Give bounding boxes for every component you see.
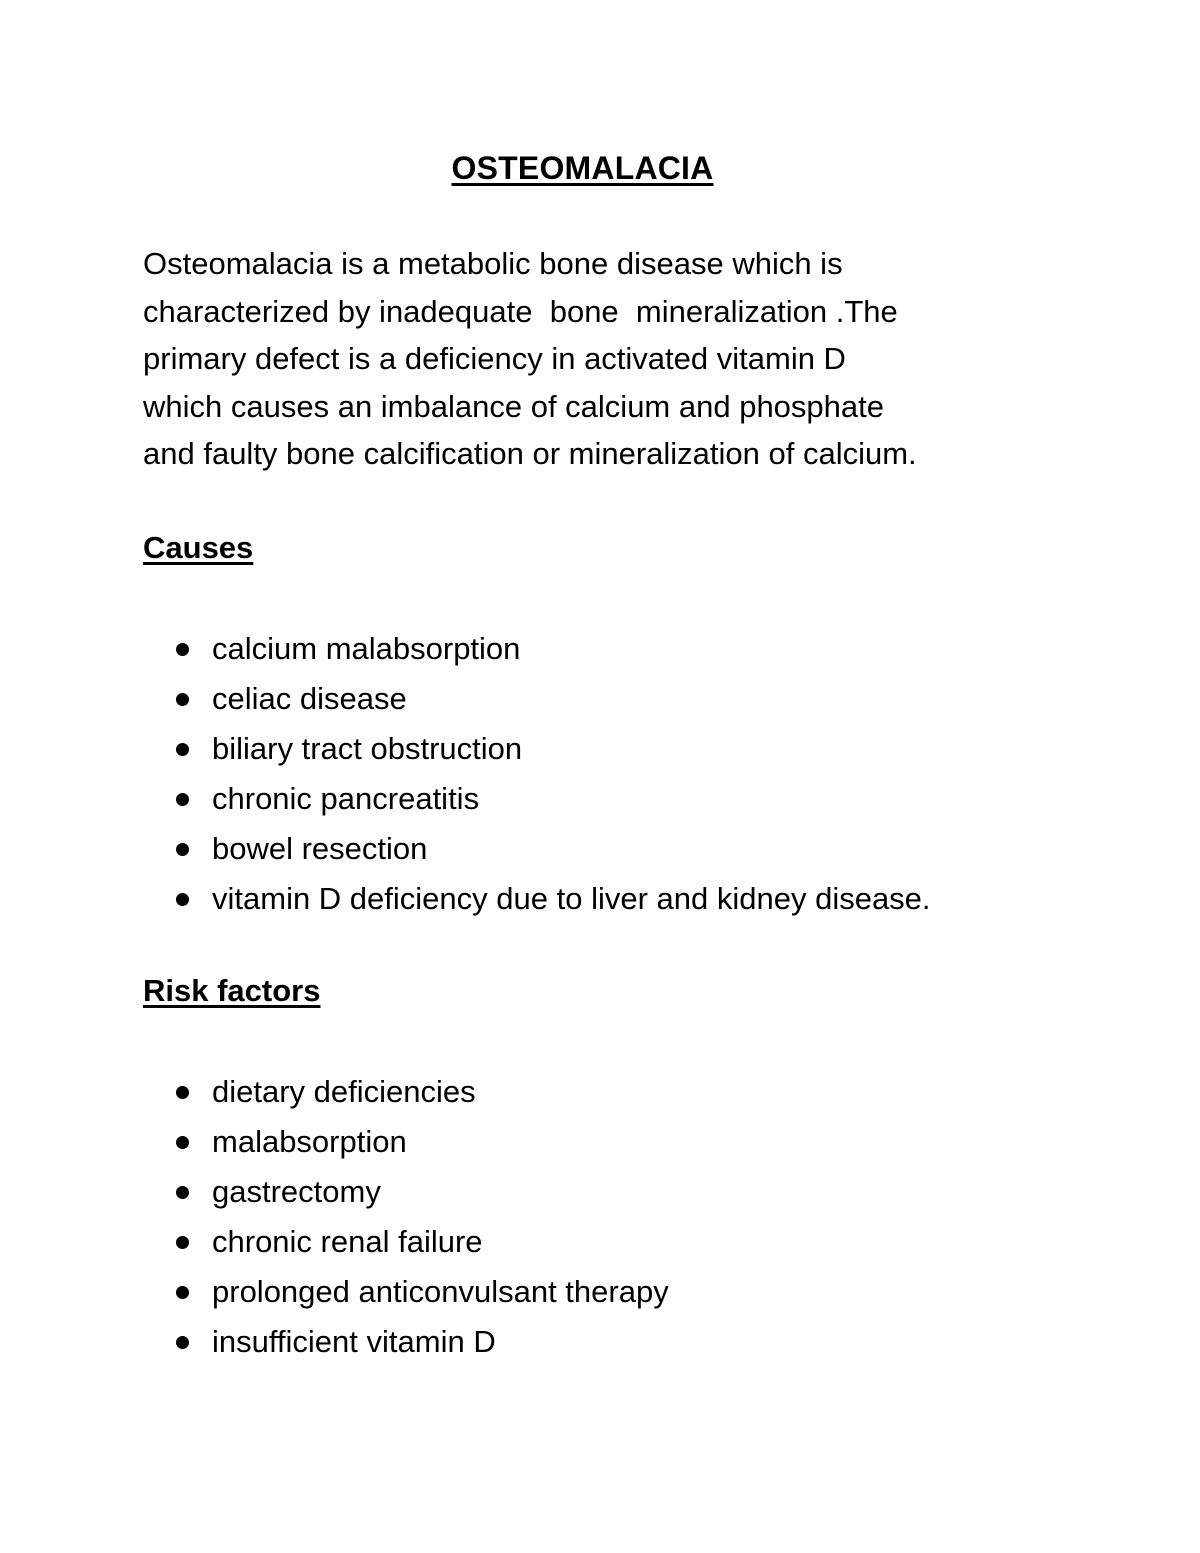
list-item [176,1117,669,1167]
bullet-icon [176,893,189,906]
list-item-text: chronic renal failure [212,1224,483,1259]
risk-factors-heading: Risk factors [143,973,321,1008]
list-item-text: chronic pancreatitis [212,781,480,816]
intro-paragraph [143,240,1143,478]
list-item [176,724,931,774]
bullet-icon [176,643,189,656]
list-item-text: calcium malabsorption [212,631,521,666]
intro-line: Osteomalacia is a metabolic bone disease which is [143,246,843,281]
list-item-text: dietary deficiencies [212,1074,476,1109]
intro-line: characterized by inadequate bone mineralization .The [143,293,898,329]
list-item [176,774,931,824]
list-item-text: malabsorption [212,1124,407,1159]
list-item-text: vitamin D deficiency due to liver and kidney disease. [212,881,931,916]
list-item [176,874,931,924]
bullet-icon [176,693,189,706]
list-item [176,824,931,874]
intro-line: which causes an imbalance of calcium and phosphate [143,388,885,424]
list-item-text: bowel resection [212,831,428,866]
list-item [176,674,931,724]
bullet-icon [176,1336,189,1349]
list-item-text: celiac disease [212,681,407,716]
bullet-icon [176,843,189,856]
bullet-icon [176,793,189,806]
list-item-text: gastrectomy [212,1174,381,1209]
list-item-text: biliary tract obstruction [212,731,523,766]
bullet-icon [176,1186,189,1199]
bullet-icon [176,1086,189,1099]
list-item-text: prolonged anticonvulsant therapy [212,1274,669,1309]
bullet-icon [176,1236,189,1249]
document-title: OSTEOMALACIA [451,150,714,186]
causes-heading: Causes [143,530,254,565]
causes-list [176,624,931,924]
list-item [176,1167,669,1217]
intro-line: and faulty bone calcification or mineralization of calcium. [143,436,917,471]
bullet-icon [176,1136,189,1149]
list-item [176,624,931,674]
bullet-icon [176,743,189,756]
list-item [176,1217,669,1267]
bullet-icon [176,1286,189,1299]
intro-line: primary defect is a deficiency in activated vitamin D [143,341,846,376]
list-item [176,1317,669,1367]
list-item [176,1267,669,1317]
risk-factors-list [176,1067,669,1367]
list-item [176,1067,669,1117]
list-item-text: insufficient vitamin D [212,1324,496,1359]
